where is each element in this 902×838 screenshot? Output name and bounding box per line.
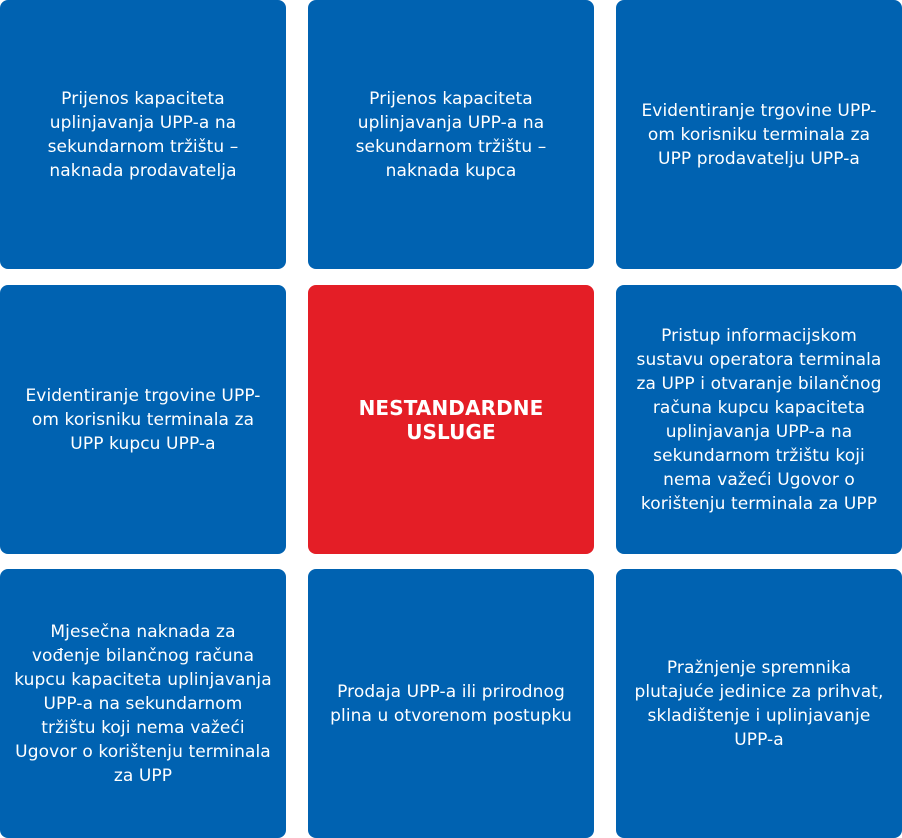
tile-trade-record-buyer[interactable] — [0, 285, 286, 554]
tile-label: Evidentiranje trgovine UPP-om korisniku terminala za UPP kupcu UPP-a — [25, 385, 261, 454]
tile-secondary-transfer-buyer-fee[interactable] — [308, 0, 594, 269]
tile-label: Prodaja UPP-a ili prirodnog plina u otvorenom postupku — [330, 681, 572, 726]
tile-label: Pražnjenje spremnika plutajuće jedinice za prihvat, skladištenje i uplinjavanje UPP-a — [634, 657, 884, 750]
section-title: NESTANDARDNE USLUGE — [358, 395, 544, 444]
tile-label: Mjesečna naknada za vođenje bilančnog računa kupcu kapaciteta uplinjavanja UPP-a na sekundarnom tržištu koji nema važeći Ugovor o korištenju terminala za UPP — [14, 621, 272, 786]
tile-label: Evidentiranje trgovine UPP-om korisniku terminala za UPP prodavatelju UPP-a — [641, 100, 877, 169]
tile-label: Prijenos kapaciteta uplinjavanja UPP-a na sekundarnom tržištu – naknada kupca — [355, 88, 547, 181]
tile-lng-sale-open-procedure[interactable] — [308, 569, 594, 838]
tile-secondary-transfer-seller-fee[interactable] — [0, 0, 286, 269]
tile-information-system-access[interactable] — [616, 285, 902, 554]
tile-monthly-balance-account-fee[interactable] — [0, 569, 286, 838]
tile-label: Prijenos kapaciteta uplinjavanja UPP-a na sekundarnom tržištu – naknada prodavatelja — [47, 88, 239, 181]
tile-label: Pristup informacijskom sustavu operatora terminala za UPP i otvaranje bilančnog računa kupcu kapaciteta uplinjavanja UPP-a na sekundarnom tržištu koji nema važeći Ugovor o korištenju terminala za UPP — [636, 325, 882, 514]
tile-trade-record-seller[interactable] — [616, 0, 902, 269]
tile-floating-unit-tank-emptying[interactable] — [616, 569, 902, 838]
tile-nonstandard-services-heading — [308, 285, 594, 554]
